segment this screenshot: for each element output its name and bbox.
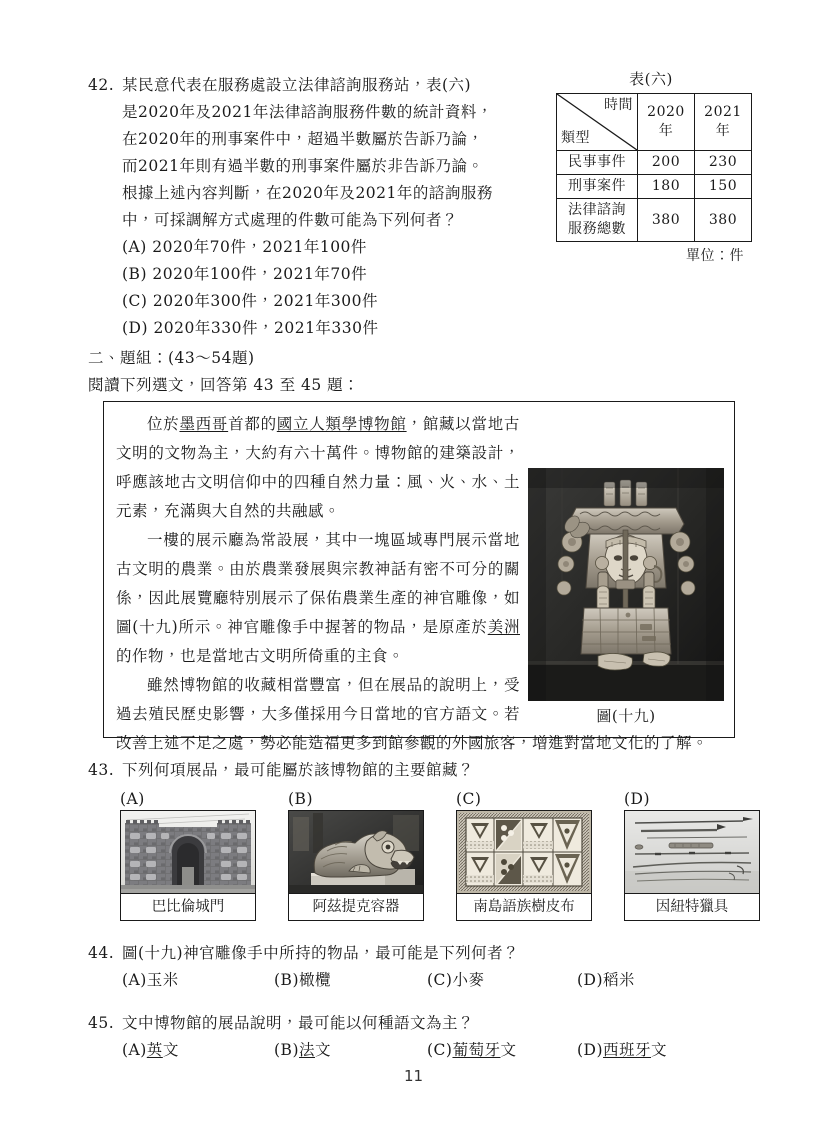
figure-nineteen-caption: 圖(十九) (596, 707, 656, 725)
table-row-label-total-line2: 服務總數 (568, 221, 626, 237)
option-text-suffix: 文 (315, 1041, 332, 1059)
option-a-letter: (A) (120, 790, 145, 808)
question-43-option-b[interactable] (288, 788, 424, 921)
option-text-suffix: 文 (162, 1041, 179, 1059)
table-row-header (557, 94, 752, 151)
passage-seg: 一樓的展示廳為常設展，其中一塊區域專門展示當地古文明的農業。由於農業發展與宗教神話有密不可分的關係，因此展覽廳特別展示了保佑農業生產的神官雕像，如圖(十九)所示。神官雕像手中握著的物品，是原產於 (116, 531, 520, 636)
option-letter: (A) (122, 1041, 147, 1059)
option-d-letter: (D) (624, 790, 651, 808)
option-letter: (B) (274, 1041, 299, 1059)
question-42-stem-line: 中，可採調解方式處理的件數可能為下列何者？ (122, 211, 459, 229)
question-43-stem: 下列何項展品，最可能屬於該博物館的主要館藏？ (122, 761, 475, 779)
option-letter: (D) (577, 1041, 604, 1059)
question-42-option-d[interactable]: (D) 2020年330件，2021年330件 (122, 319, 379, 337)
question-44-option-b[interactable] (274, 967, 331, 994)
question-42-stem-line: 根據上述內容判斷，在2020年及2021年的諮詢服務 (122, 184, 493, 202)
table-row (557, 175, 752, 199)
table-corner-top-label: 時間 (604, 97, 633, 113)
table-col-header-2020-year: 2020 (647, 104, 685, 120)
question-45-stem: 文中博物館的展品說明，最可能以何種語文為主？ (122, 1014, 475, 1032)
question-43-option-c[interactable] (456, 788, 592, 921)
table-cell-total-2020: 380 (638, 199, 695, 242)
question-44-body (122, 940, 788, 994)
table-cell-civil-2020: 200 (638, 151, 695, 175)
passage-seg: 雖然博物館的收藏相當豐富，但在展品的說明上，受過去殖民歷史影響，大多僅採用今日當地的官方語文。若改善上述不足之處，勢必能造福更多到館參觀的外國旅客，增進對當地文化的了解。 (116, 676, 709, 752)
option-d-frame (624, 810, 760, 921)
table-col-header-2020-unit: 年 (658, 123, 674, 139)
option-letter: (C) (427, 1041, 453, 1059)
passage-text (116, 410, 724, 758)
aztec-vessel-image (289, 811, 423, 893)
question-45-options (122, 1037, 788, 1064)
question-42-body (122, 72, 542, 342)
option-letter: (D) (577, 971, 604, 989)
option-text-underlined: 法 (299, 1041, 316, 1059)
option-c-frame (456, 810, 592, 921)
question-45-option-a[interactable] (122, 1037, 179, 1064)
option-text-underlined: 英 (146, 1041, 163, 1059)
question-42-stem-line: 在2020年的刑事案件中，超過半數屬於告訴乃論， (122, 130, 484, 148)
question-44-option-a[interactable] (122, 967, 179, 994)
question-42-stem-line: 而2021年則有過半數的刑事案件屬於非告訴乃論。 (122, 157, 484, 175)
question-42-stem-line: 某民意代表在服務處設立法律諮詢服務站，表(六) (122, 76, 472, 94)
option-letter: (C) (427, 971, 453, 989)
question-44-options (122, 967, 788, 994)
question-42-number: 42. (88, 76, 115, 94)
section-heading: 二、題組：(43～54題) (88, 349, 255, 367)
table-cell-criminal-2021: 150 (695, 175, 752, 199)
table-row (557, 199, 752, 242)
table-six-unit-note: 單位：件 (686, 248, 744, 264)
table-col-header-2020 (638, 94, 695, 151)
option-text-underlined: 西班牙 (603, 1041, 652, 1059)
table-cell-civil-2021: 230 (695, 151, 752, 175)
option-text: 稻米 (603, 971, 636, 989)
question-43-option-a[interactable] (120, 788, 256, 921)
question-42-option-c[interactable]: (C) 2020年300件，2021年300件 (122, 292, 378, 310)
figure-nineteen-image (528, 468, 724, 701)
question-42-option-a[interactable]: (A) 2020年70件，2021年100件 (122, 238, 367, 256)
question-44-option-c[interactable] (427, 967, 484, 994)
question-45-option-c[interactable] (427, 1037, 517, 1064)
passage-inner (104, 402, 734, 752)
table-corner-cell (557, 94, 638, 151)
passage-seg-underlined: 墨西哥 (179, 415, 229, 433)
question-45-body (122, 1010, 788, 1064)
option-text-underlined: 葡萄牙 (452, 1041, 501, 1059)
table-six-title: 表(六) (629, 70, 673, 88)
question-42-option-b[interactable]: (B) 2020年100件，2021年70件 (122, 265, 368, 283)
table-row (557, 151, 752, 175)
option-text-suffix: 文 (500, 1041, 517, 1059)
question-43-number: 43. (88, 761, 115, 779)
passage-seg-underlined: 美洲 (487, 618, 520, 636)
table-row-label-total-line1: 法律諮詢 (568, 202, 626, 218)
question-44 (88, 940, 788, 994)
option-d-caption: 因紐特獵具 (625, 893, 759, 920)
option-a-frame (120, 810, 256, 921)
option-letter: (B) (274, 971, 299, 989)
question-45 (88, 1010, 788, 1064)
question-43-option-d[interactable] (624, 788, 760, 921)
table-cell-total-2021: 380 (695, 199, 752, 242)
table-row-label-total (557, 199, 638, 242)
inuit-hunting-tools-image (625, 811, 759, 893)
ishtar-gate-image (121, 811, 255, 893)
question-45-option-b[interactable] (274, 1037, 331, 1064)
table-six (556, 93, 752, 242)
option-text-suffix: 文 (651, 1041, 668, 1059)
question-44-stem: 圖(十九)神官雕像手中所持的物品，最可能是下列何者？ (122, 944, 520, 962)
option-letter: (A) (122, 971, 147, 989)
question-45-number: 45. (88, 1014, 115, 1032)
passage-seg-underlined: 國立人類學博物館 (276, 415, 407, 433)
table-cell-criminal-2020: 180 (638, 175, 695, 199)
section-heading-block (88, 345, 359, 399)
table-col-header-2021 (695, 94, 752, 151)
question-43-options (120, 788, 760, 928)
table-col-header-2021-unit: 年 (715, 123, 731, 139)
table-row-label-criminal: 刑事案件 (557, 175, 638, 199)
question-44-option-d[interactable] (577, 967, 635, 994)
passage-seg: 首都的 (228, 415, 277, 433)
austronesian-barkcloth-image (457, 811, 591, 893)
question-45-option-d[interactable] (577, 1037, 667, 1064)
option-text: 玉米 (146, 971, 179, 989)
question-44-number: 44. (88, 944, 115, 962)
option-text: 小麥 (452, 971, 485, 989)
option-c-letter: (C) (456, 790, 482, 808)
option-b-frame (288, 810, 424, 921)
question-43 (88, 757, 788, 928)
option-b-caption: 阿茲提克容器 (289, 893, 423, 920)
section-instruction: 閱讀下列選文，回答第 43 至 45 題： (88, 376, 360, 394)
passage-seg: 位於 (147, 415, 180, 433)
table-row-label-civil: 民事事件 (557, 151, 638, 175)
passage-seg: 的作物，也是當地古文明所倚重的主食。 (116, 647, 405, 665)
table-corner-bottom-label: 類型 (561, 130, 590, 146)
option-text: 橄欖 (299, 971, 332, 989)
question-42-stem-line: 是2020年及2021年法律諮詢服務件數的統計資料， (122, 103, 493, 121)
option-c-caption: 南島語族樹皮布 (457, 893, 591, 920)
option-a-caption: 巴比倫城門 (121, 893, 255, 920)
table-col-header-2021-year: 2021 (704, 104, 742, 120)
passage-seg: ，館藏以當地古文明的文物為主，大約有六十萬件。博物館的建築設計，呼應該地古文明信仰中的四種自然力量：風、火、水、土元素，充滿與大自然的共融感。 (116, 415, 520, 520)
table-six-container (556, 68, 746, 267)
passage-box (103, 401, 735, 752)
option-b-letter: (B) (288, 790, 313, 808)
page-number: 11 (403, 1067, 424, 1085)
figure-nineteen (528, 468, 724, 729)
